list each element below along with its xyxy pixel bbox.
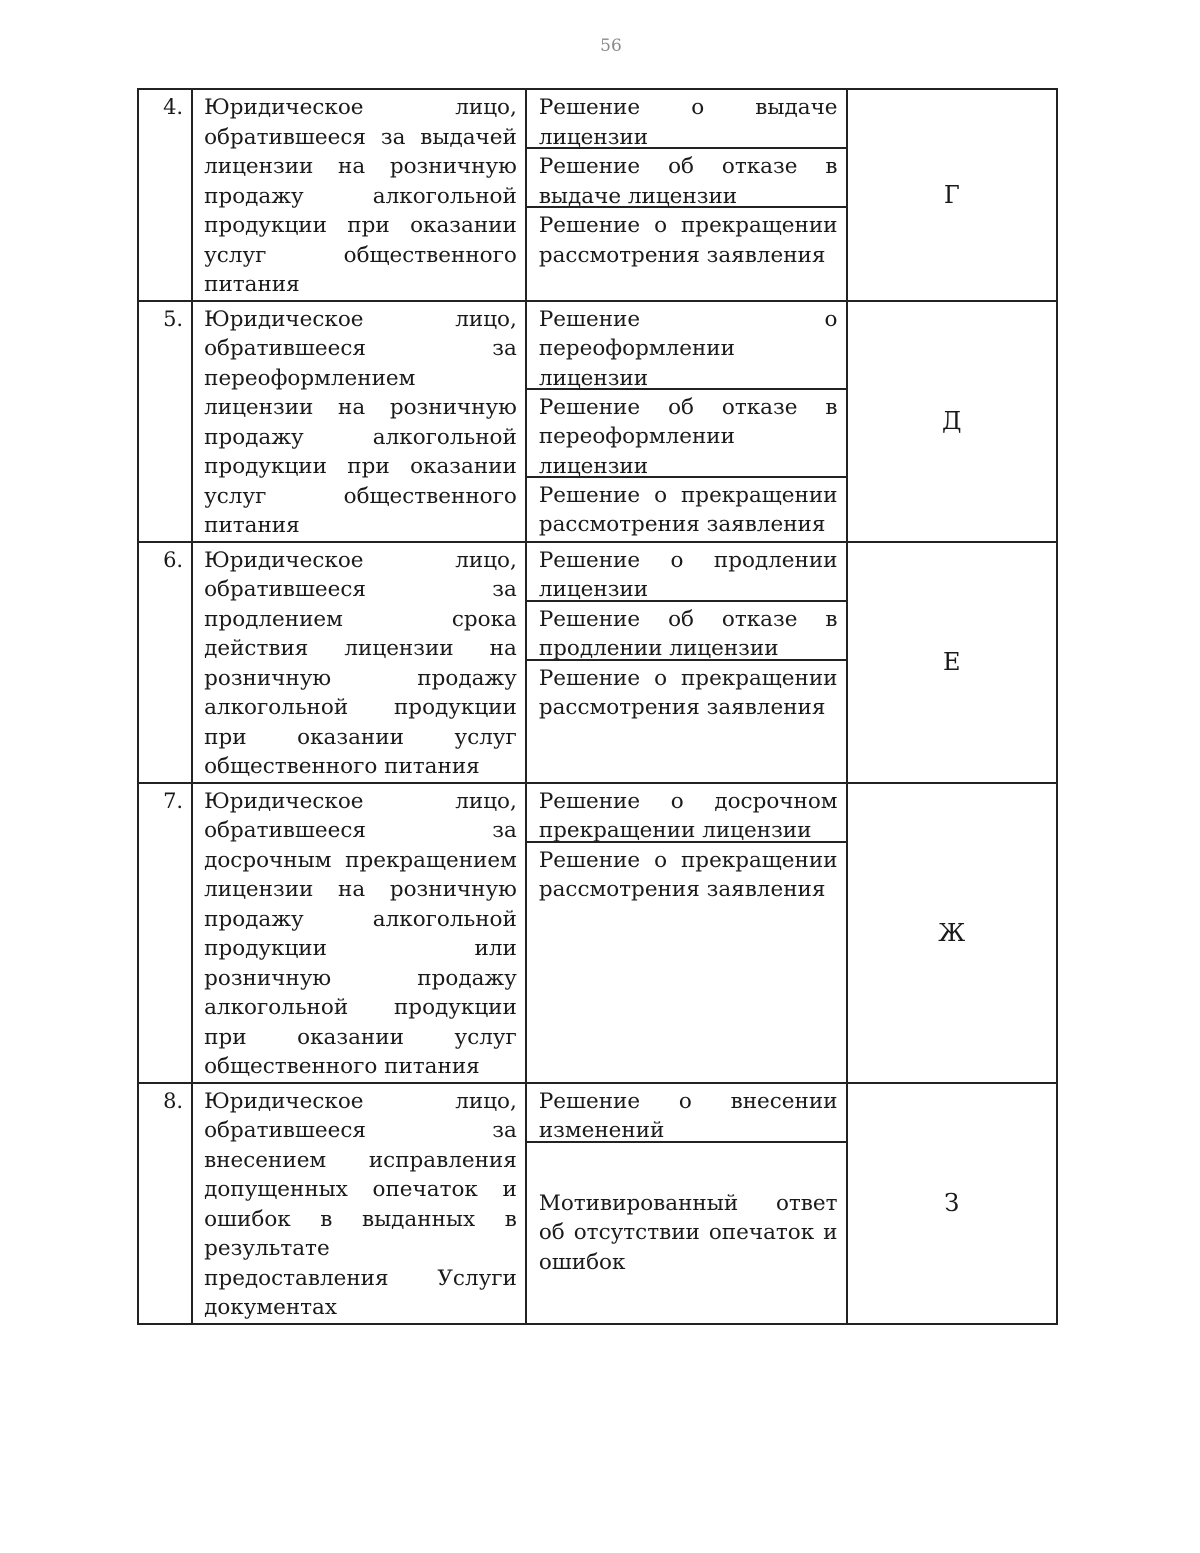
result-item <box>527 1143 846 1317</box>
row-number: 4. <box>138 89 192 301</box>
result-line: изменений <box>538 1118 665 1143</box>
result-line: Решение о досрочном <box>538 788 838 814</box>
result-line: продлении лицензии <box>538 636 779 661</box>
applicant-description-line: питания <box>204 272 300 297</box>
result-code: Г <box>847 89 1057 301</box>
result-line: рассмотрения заявления <box>538 877 826 902</box>
applicant-description-line: розничную продажу <box>204 965 517 991</box>
result-line: Решение об отказе в <box>538 394 838 420</box>
page-number: 56 <box>600 36 622 56</box>
result-item <box>527 843 846 1079</box>
table-row <box>138 301 1057 542</box>
result-code: Е <box>847 542 1057 783</box>
applicant-description <box>192 89 526 301</box>
result-line: Решение о <box>538 306 838 332</box>
applicant-description-line: обратившееся за <box>204 818 517 843</box>
result-line: ошибок <box>538 1249 626 1275</box>
applicant-description-line: допущенных опечаток и <box>204 1177 517 1202</box>
row-number: 7. <box>138 783 192 1083</box>
applicant-description-line: алкогольной продукции <box>204 995 517 1020</box>
applicant-description-line: розничную продажу <box>204 665 517 691</box>
row-number: 5. <box>138 301 192 542</box>
result-line: Решение об отказе в <box>538 154 838 179</box>
applicant-description-line: переоформлением <box>204 365 416 391</box>
result-code: Ж <box>847 783 1057 1083</box>
result-line: Решение о прекращении <box>538 213 838 238</box>
applicant-description-line: досрочным прекращением <box>204 847 517 873</box>
result-line: рассмотрения заявления <box>538 695 826 720</box>
applicant-description-line: продажу алкогольной <box>204 906 517 932</box>
decisions-table <box>137 88 1058 1325</box>
result-line: выдаче лицензии <box>538 183 738 209</box>
results-cell <box>526 89 847 301</box>
applicant-description-line: внесением исправления <box>204 1147 517 1173</box>
result-line: Решение о внесении <box>538 1088 838 1114</box>
applicant-description-line: результате <box>204 1236 330 1261</box>
applicant-description-line: при оказании услуг <box>204 1024 517 1050</box>
result-line: лицензии <box>538 577 649 602</box>
result-item <box>527 90 846 149</box>
applicant-description-line: продукции при оказании <box>204 213 517 238</box>
result-code: Д <box>847 301 1057 542</box>
table-row <box>138 542 1057 783</box>
applicant-description-line: Юридическое лицо, <box>204 788 517 814</box>
result-line: Решение об отказе в <box>538 606 838 632</box>
applicant-description-line: лицензии на розничную <box>204 395 517 420</box>
applicant-description-line: продлением срока <box>204 606 517 632</box>
results-cell <box>526 542 847 783</box>
applicant-description-line: услуг общественного <box>204 483 517 509</box>
applicant-description-line: Юридическое лицо, <box>204 547 517 573</box>
applicant-description-line: при оказании услуг <box>204 724 517 750</box>
applicant-description-line: обратившееся за <box>204 336 517 361</box>
applicant-description-line: лицензии на розничную <box>204 154 517 179</box>
applicant-description <box>192 783 526 1083</box>
result-item <box>527 602 846 661</box>
table-body <box>138 89 1057 1324</box>
result-line: лицензии <box>538 453 649 479</box>
result-item <box>527 784 846 843</box>
results-cell <box>526 1083 847 1324</box>
applicant-description-line: Юридическое лицо, <box>204 95 517 120</box>
result-line: рассмотрения заявления <box>538 242 826 268</box>
result-line: рассмотрения заявления <box>538 512 826 537</box>
result-line: Решение о прекращении <box>538 665 838 691</box>
applicant-description-line: Юридическое лицо, <box>204 306 517 332</box>
applicant-description-line: действия лицензии на <box>204 636 517 661</box>
applicant-description-line: алкогольной продукции <box>204 695 517 720</box>
applicant-description <box>192 1083 526 1324</box>
applicant-description-line: предоставления Услуги <box>204 1265 517 1291</box>
result-item <box>527 1084 846 1143</box>
table-row <box>138 783 1057 1083</box>
applicant-description-line: общественного питания <box>204 754 480 779</box>
result-line: прекращении лицензии <box>538 818 812 843</box>
applicant-description-line: документах <box>204 1295 337 1320</box>
applicant-description-line: обратившееся за выдачей <box>204 124 517 150</box>
result-item <box>527 390 846 478</box>
table-row <box>138 1083 1057 1324</box>
row-number: 8. <box>138 1083 192 1324</box>
results-cell <box>526 783 847 1083</box>
result-line: переоформлении <box>538 336 735 361</box>
result-code: З <box>847 1083 1057 1324</box>
applicant-description-line: продукции при оказании <box>204 454 517 479</box>
result-line: Решение о прекращении <box>538 482 838 508</box>
applicant-description-line: обратившееся за <box>204 577 517 602</box>
applicant-description-line: питания <box>204 513 300 538</box>
result-item <box>527 543 846 602</box>
applicant-description-line: ошибок в выданных в <box>204 1206 517 1232</box>
applicant-description-line: продукции или <box>204 936 517 961</box>
result-line: Мотивированный ответ <box>538 1190 838 1216</box>
result-line: Решение о продлении <box>538 547 838 573</box>
result-line: об отсутствии опечаток и <box>538 1220 838 1245</box>
applicant-description <box>192 301 526 542</box>
applicant-description-line: продажу алкогольной <box>204 424 517 450</box>
result-item <box>527 302 846 390</box>
result-item <box>527 149 846 208</box>
result-line: лицензии <box>538 124 649 150</box>
result-line: лицензии <box>538 365 649 391</box>
result-line: переоформлении <box>538 424 735 449</box>
results-cell <box>526 301 847 542</box>
table-row <box>138 89 1057 301</box>
result-line: Решение о выдаче <box>538 95 838 120</box>
applicant-description-line: общественного питания <box>204 1054 480 1079</box>
applicant-description <box>192 542 526 783</box>
applicant-description-line: лицензии на розничную <box>204 877 517 902</box>
result-item <box>527 661 846 778</box>
applicant-description-line: продажу алкогольной <box>204 183 517 209</box>
applicant-description-line: обратившееся за <box>204 1118 517 1143</box>
result-line: Решение о прекращении <box>538 847 838 873</box>
row-number: 6. <box>138 542 192 783</box>
applicant-description-line: Юридическое лицо, <box>204 1088 517 1114</box>
result-item <box>527 208 846 296</box>
result-item <box>527 478 846 537</box>
applicant-description-line: услуг общественного <box>204 242 517 268</box>
